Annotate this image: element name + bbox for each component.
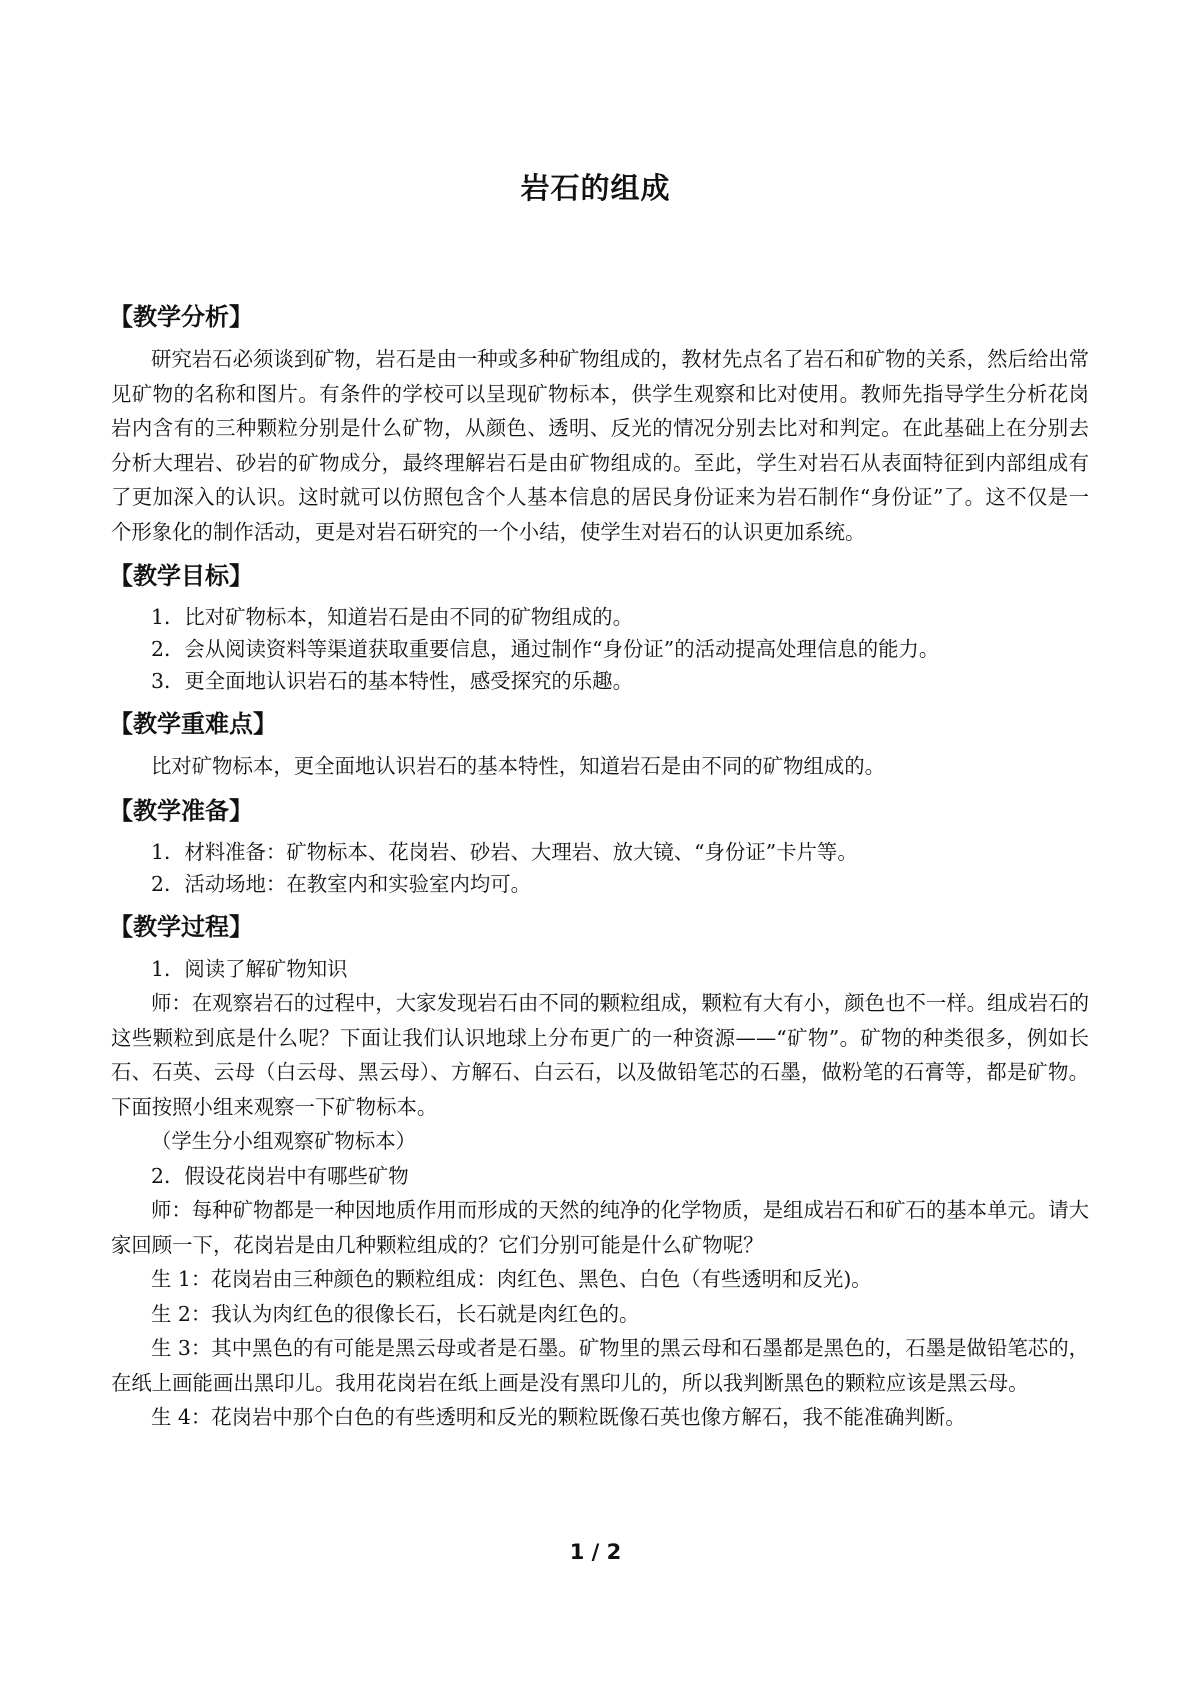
- student-response: 生 3：其中黑色的有可能是黑云母或者是石墨。矿物里的黑云母和石墨都是黑色的，石墨是做铅笔芯的，在纸上画能画出黑印儿。我用花岗岩在纸上画是没有黑印儿的，所以我判断黑色的颗粒应该是黑云母。: [111, 1336, 1089, 1395]
- section-heading-process: 【教学过程】: [109, 912, 253, 941]
- process-paragraph: 师：每种矿物都是一种因地质作用而形成的天然的纯净的化学物质，是组成岩石和矿石的基本单元。请大家回顾一下，花岗岩是由几种颗粒组成的？它们分别可能是什么矿物呢？: [111, 1198, 1089, 1257]
- preparation-item: 2．活动场地：在教室内和实验室内均可。: [151, 871, 532, 896]
- analysis-paragraph: 研究岩石必须谈到矿物，岩石是由一种或多种矿物组成的，教材先点名了岩石和矿物的关系，然后给出常见矿物的名称和图片。有条件的学校可以呈现矿物标本，供学生观察和比对使用。教师先指导学生分析花岗岩内含有的三种颗粒分别是什么矿物，从颜色、透明、反光的情况分别去比对和判定。在此基础上在分别去分析大理岩、砂岩的矿物成分，最终理解岩石是由矿物组成的。至此，学生对岩石从表面特征到内部组成有了更加深入的认识。这时就可以仿照包含个人基本信息的居民身份证来为岩石制作“身份证”了。这不仅是一个形象化的制作活动，更是对岩石研究的一个小结，使学生对岩石的认识更加系统。: [111, 347, 1089, 544]
- process-step-heading: 1．阅读了解矿物知识: [151, 956, 348, 981]
- student-response: 生 4：花岗岩中那个白色的有些透明和反光的颗粒既像石英也像方解石，我不能准确判断。: [151, 1405, 966, 1429]
- process-note: （学生分小组观察矿物标本）: [151, 1129, 417, 1153]
- document-title: 岩石的组成: [520, 171, 671, 205]
- student-response: 生 1：花岗岩由三种颜色的颗粒组成：肉红色、黑色、白色（有些透明和反光)。: [151, 1267, 872, 1291]
- objective-item: 2．会从阅读资料等渠道获取重要信息，通过制作“身份证”的活动提高处理信息的能力。: [151, 637, 940, 661]
- preparation-item: 1．材料准备：矿物标本、花岗岩、砂岩、大理岩、放大镜、“身份证”卡片等。: [151, 839, 858, 864]
- objective-item: 1．比对矿物标本，知道岩石是由不同的矿物组成的。: [151, 605, 633, 629]
- section-heading-analysis: 【教学分析】: [109, 303, 253, 331]
- student-response: 生 2：我认为肉红色的很像长石，长石就是肉红色的。: [151, 1301, 640, 1326]
- page-number: 1 / 2: [569, 1540, 622, 1564]
- section-heading-objectives: 【教学目标】: [109, 562, 253, 590]
- process-paragraph: 师：在观察岩石的过程中，大家发现岩石由不同的颗粒组成，颗粒有大有小，颜色也不一样。组成岩石的这些颗粒到底是什么呢？下面让我们认识地球上分布更广的一种资源——“矿物”。矿物的种类很多，例如长石、石英、云母（白云母、黑云母）、方解石、白云石，以及做铅笔芯的石墨，做粉笔的石膏等，都是矿物。下面按照小组来观察一下矿物标本。: [111, 991, 1089, 1119]
- section-heading-preparation: 【教学准备】: [109, 796, 253, 825]
- process-step-heading: 2．假设花岗岩中有哪些矿物: [151, 1163, 409, 1188]
- document-body: [111, 300, 1089, 1435]
- section-heading-key-points: 【教学重难点】: [109, 710, 277, 738]
- key-points-paragraph: 比对矿物标本，更全面地认识岩石的基本特性，知道岩石是由不同的矿物组成的。: [151, 754, 886, 778]
- objective-item: 3．更全面地认识岩石的基本特性，感受探究的乐趣。: [151, 669, 633, 693]
